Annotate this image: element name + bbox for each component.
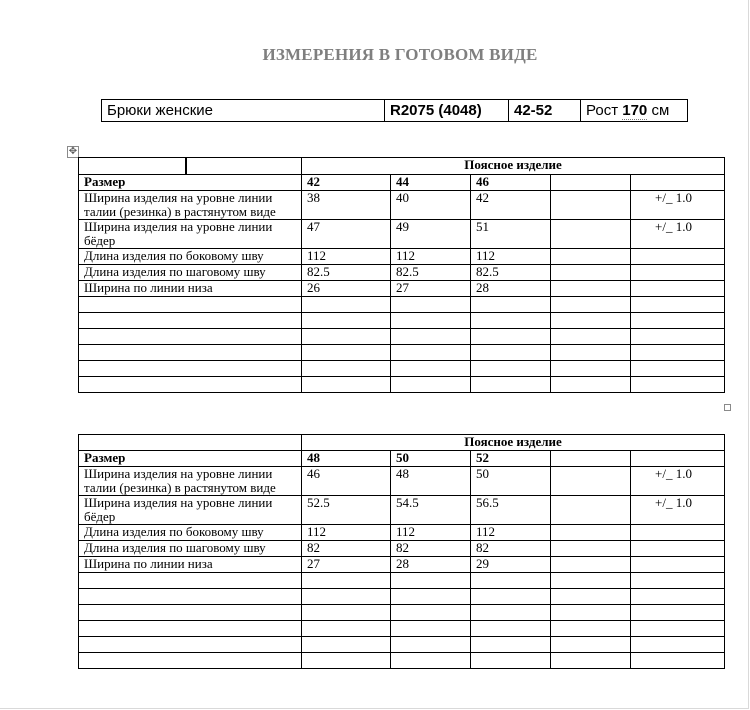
product-header xyxy=(101,99,688,122)
empty-row xyxy=(79,377,725,393)
table-row xyxy=(79,541,725,557)
tolerance-cell: +/_ 1.0 xyxy=(631,496,725,525)
value-cell: 50 xyxy=(471,467,551,496)
table-row xyxy=(79,191,725,220)
measure-label: Ширина по линии низа xyxy=(79,281,302,297)
value-cell: 46 xyxy=(302,467,391,496)
value-cell: 56.5 xyxy=(471,496,551,525)
value-cell: 48 xyxy=(391,467,471,496)
column-marker xyxy=(185,158,187,174)
size-label: Размер xyxy=(79,175,302,191)
table-row xyxy=(79,175,725,191)
value-cell: 38 xyxy=(302,191,391,220)
value-cell: 27 xyxy=(302,557,391,573)
empty-row xyxy=(79,361,725,377)
height-cell xyxy=(581,100,687,121)
value-cell: 112 xyxy=(302,249,391,265)
empty-row xyxy=(79,653,725,669)
tolerance-cell: +/_ 1.0 xyxy=(631,191,725,220)
table-row xyxy=(79,249,725,265)
value-cell: 112 xyxy=(471,249,551,265)
size-range: 42-52 xyxy=(509,100,581,121)
table-row xyxy=(79,220,725,249)
empty-row xyxy=(79,637,725,653)
size-label: Размер xyxy=(79,451,302,467)
size-cell: 52 xyxy=(471,451,551,467)
empty-row xyxy=(79,589,725,605)
value-cell: 82.5 xyxy=(302,265,391,281)
value-cell: 26 xyxy=(302,281,391,297)
measure-label: Ширина по линии низа xyxy=(79,557,302,573)
value-cell: 47 xyxy=(302,220,391,249)
value-cell: 54.5 xyxy=(391,496,471,525)
value-cell: 27 xyxy=(391,281,471,297)
value-cell: 112 xyxy=(471,525,551,541)
product-name: Брюки женские xyxy=(102,100,385,121)
measurements-table-2 xyxy=(78,434,725,669)
empty-row xyxy=(79,313,725,329)
section-label: Поясное изделие xyxy=(302,435,725,451)
value-cell: 112 xyxy=(391,249,471,265)
size-cell: 44 xyxy=(391,175,471,191)
table-move-handle-icon[interactable]: ✥ xyxy=(68,146,78,157)
value-cell: 82 xyxy=(391,541,471,557)
value-cell: 112 xyxy=(391,525,471,541)
measure-label: Длина изделия по шаговому шву xyxy=(79,541,302,557)
table-row xyxy=(79,451,725,467)
size-cell: 48 xyxy=(302,451,391,467)
size-cell: 50 xyxy=(391,451,471,467)
tolerance-cell: +/_ 1.0 xyxy=(631,220,725,249)
table-row xyxy=(79,525,725,541)
height-label: Рост xyxy=(586,102,619,119)
table-row xyxy=(79,467,725,496)
value-cell: 82 xyxy=(471,541,551,557)
size-cell: 42 xyxy=(302,175,391,191)
value-cell: 42 xyxy=(471,191,551,220)
value-cell: 82 xyxy=(302,541,391,557)
empty-row xyxy=(79,345,725,361)
table-row xyxy=(79,435,725,451)
size-cell: 46 xyxy=(471,175,551,191)
measure-label: Ширина изделия на уровне линии талии (резинка) в растянутом виде xyxy=(79,467,302,496)
value-cell: 82.5 xyxy=(471,265,551,281)
empty-row xyxy=(79,573,725,589)
measure-label: Ширина изделия на уровне линии талии (резинка) в растянутом виде xyxy=(79,191,302,220)
value-cell: 29 xyxy=(471,557,551,573)
table-row xyxy=(79,158,725,175)
value-cell: 52.5 xyxy=(302,496,391,525)
value-cell: 28 xyxy=(471,281,551,297)
height-unit: см xyxy=(651,102,670,119)
measure-label: Ширина изделия на уровне линии бёдер xyxy=(79,220,302,249)
table-row xyxy=(79,265,725,281)
value-cell: 51 xyxy=(471,220,551,249)
empty-row xyxy=(79,329,725,345)
value-cell: 28 xyxy=(391,557,471,573)
table-resize-handle[interactable] xyxy=(724,404,731,411)
value-cell: 82.5 xyxy=(391,265,471,281)
table-row xyxy=(79,281,725,297)
document-title: ИЗМЕРЕНИЯ В ГОТОВОМ ВИДЕ xyxy=(262,45,538,64)
table-row xyxy=(79,557,725,573)
table-row xyxy=(79,496,725,525)
value-cell: 112 xyxy=(302,525,391,541)
measure-label: Длина изделия по боковому шву xyxy=(79,249,302,265)
empty-row xyxy=(79,621,725,637)
measure-label: Длина изделия по шаговому шву xyxy=(79,265,302,281)
empty-row xyxy=(79,605,725,621)
section-label: Поясное изделие xyxy=(302,158,725,175)
value-cell: 49 xyxy=(391,220,471,249)
empty-row xyxy=(79,297,725,313)
measurements-table-1 xyxy=(78,157,725,393)
measure-label: Длина изделия по боковому шву xyxy=(79,525,302,541)
tolerance-cell: +/_ 1.0 xyxy=(631,467,725,496)
value-cell: 40 xyxy=(391,191,471,220)
height-value: 170 xyxy=(622,102,648,119)
measure-label: Ширина изделия на уровне линии бёдер xyxy=(79,496,302,525)
article-number: R2075 (4048) xyxy=(385,100,509,121)
